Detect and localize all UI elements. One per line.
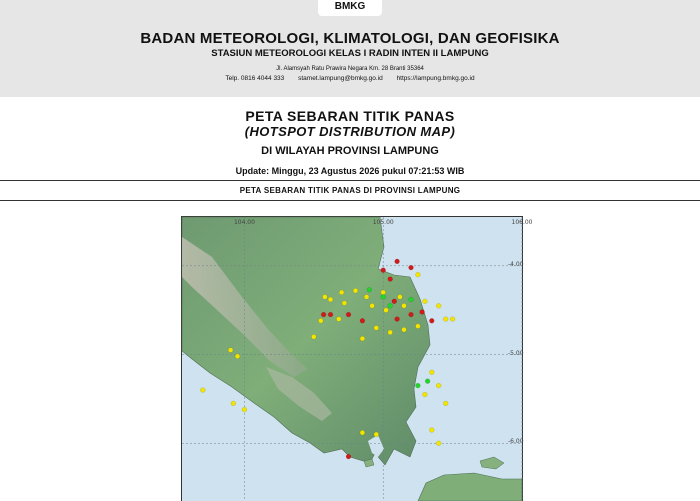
update-timestamp: Update: Minggu, 23 Agustus 2026 pukul 07:21:53 WIB (235, 166, 465, 176)
hotspot-medium[interactable] (336, 317, 341, 322)
bmkg-logo-badge: BMKG (318, 0, 382, 16)
hotspot-medium[interactable] (436, 303, 441, 308)
station-name: STASIUN METEOROLOGI KELAS I RADIN INTEN II LAMPUNG (211, 48, 489, 59)
agency-name: BADAN METEOROLOGI, KLIMATOLOGI, DAN GEOFISIKA (140, 30, 560, 47)
hotspot-medium[interactable] (231, 401, 236, 406)
address-line: Jl. Alamsyah Ratu Prawira Negara Km. 28 Branti 35364 (276, 66, 424, 72)
hotspot-medium[interactable] (339, 290, 344, 295)
hotspot-medium[interactable] (235, 354, 240, 359)
hotspot-low[interactable] (409, 297, 414, 302)
longitude-tick-label: 104.00 (233, 219, 255, 226)
hotspot-medium[interactable] (398, 295, 403, 300)
hotspot-medium[interactable] (402, 327, 407, 332)
longitude-tick-label: 106.00 (511, 219, 533, 226)
hotspot-high[interactable] (381, 268, 386, 273)
website-link[interactable]: https://lampung.bmkg.go.id (396, 75, 475, 82)
hotspot-high[interactable] (392, 299, 397, 304)
hotspot-medium[interactable] (423, 299, 428, 304)
hotspot-high[interactable] (420, 310, 425, 315)
hotspot-medium[interactable] (323, 295, 328, 300)
map-canvas (182, 217, 533, 501)
hotspot-high[interactable] (409, 265, 414, 270)
hotspot-medium[interactable] (436, 441, 441, 446)
hotspot-medium[interactable] (318, 318, 323, 323)
latitude-tick-label: -4.00 (508, 260, 524, 268)
hotspot-medium[interactable] (311, 334, 316, 339)
hotspot-low[interactable] (388, 303, 393, 308)
hotspot-medium[interactable] (328, 297, 333, 302)
hotspot-medium[interactable] (384, 308, 389, 313)
hotspot-medium[interactable] (360, 336, 365, 341)
hotspot-medium[interactable] (200, 388, 205, 393)
hotspot-medium[interactable] (388, 330, 393, 335)
hotspot-medium[interactable] (423, 392, 428, 397)
hotspot-map[interactable] (181, 216, 533, 501)
contact-line (0, 75, 700, 82)
divider-top (0, 180, 700, 181)
hotspot-low[interactable] (367, 287, 372, 292)
latitude-tick-label: -5.00 (508, 349, 524, 357)
hotspot-high[interactable] (395, 317, 400, 322)
hotspot-medium[interactable] (443, 317, 448, 322)
hotspot-high[interactable] (328, 312, 333, 317)
longitude-tick-label: 105.00 (372, 219, 394, 226)
hotspot-medium[interactable] (360, 430, 365, 435)
latitude-tick-label: -6.00 (508, 438, 524, 446)
hotspot-high[interactable] (346, 312, 351, 317)
hotspot-medium[interactable] (429, 428, 434, 433)
section-strip-title: PETA SEBARAN TITIK PANAS DI PROVINSI LAMPUNG (239, 186, 461, 195)
hotspot-low[interactable] (416, 383, 421, 388)
hotspot-high[interactable] (429, 318, 434, 323)
hotspot-medium[interactable] (353, 288, 358, 293)
hotspot-high[interactable] (360, 318, 365, 323)
hotspot-medium[interactable] (374, 326, 379, 331)
email-link[interactable]: stamet.lampung@bmkg.go.id (298, 75, 383, 82)
hotspot-medium[interactable] (416, 272, 421, 277)
hotspot-medium[interactable] (402, 303, 407, 308)
hotspot-medium[interactable] (381, 290, 386, 295)
hotspot-medium[interactable] (370, 303, 375, 308)
map-subtitle: (HOTSPOT DISTRIBUTION MAP) (244, 124, 456, 139)
map-title: PETA SEBARAN TITIK PANAS (245, 108, 455, 124)
hotspot-high[interactable] (346, 454, 351, 459)
hotspot-high[interactable] (409, 312, 414, 317)
hotspot-high[interactable] (321, 312, 326, 317)
hotspot-medium[interactable] (364, 295, 369, 300)
hotspot-medium[interactable] (374, 432, 379, 437)
hotspot-medium[interactable] (436, 383, 441, 388)
hotspot-medium[interactable] (416, 324, 421, 329)
hotspot-medium[interactable] (342, 301, 347, 306)
hotspot-high[interactable] (388, 277, 393, 282)
region-title: DI WILAYAH PROVINSI LAMPUNG (261, 145, 439, 157)
phone-text: Telp. 0816 4044 333 (225, 75, 285, 82)
hotspot-high[interactable] (395, 259, 400, 264)
divider-bottom (0, 200, 700, 201)
hotspot-medium[interactable] (450, 317, 455, 322)
hotspot-low[interactable] (425, 379, 430, 384)
hotspot-medium[interactable] (228, 348, 233, 353)
hotspot-low[interactable] (381, 295, 386, 300)
hotspot-medium[interactable] (242, 407, 247, 412)
hotspot-medium[interactable] (429, 370, 434, 375)
hotspot-medium[interactable] (443, 401, 448, 406)
